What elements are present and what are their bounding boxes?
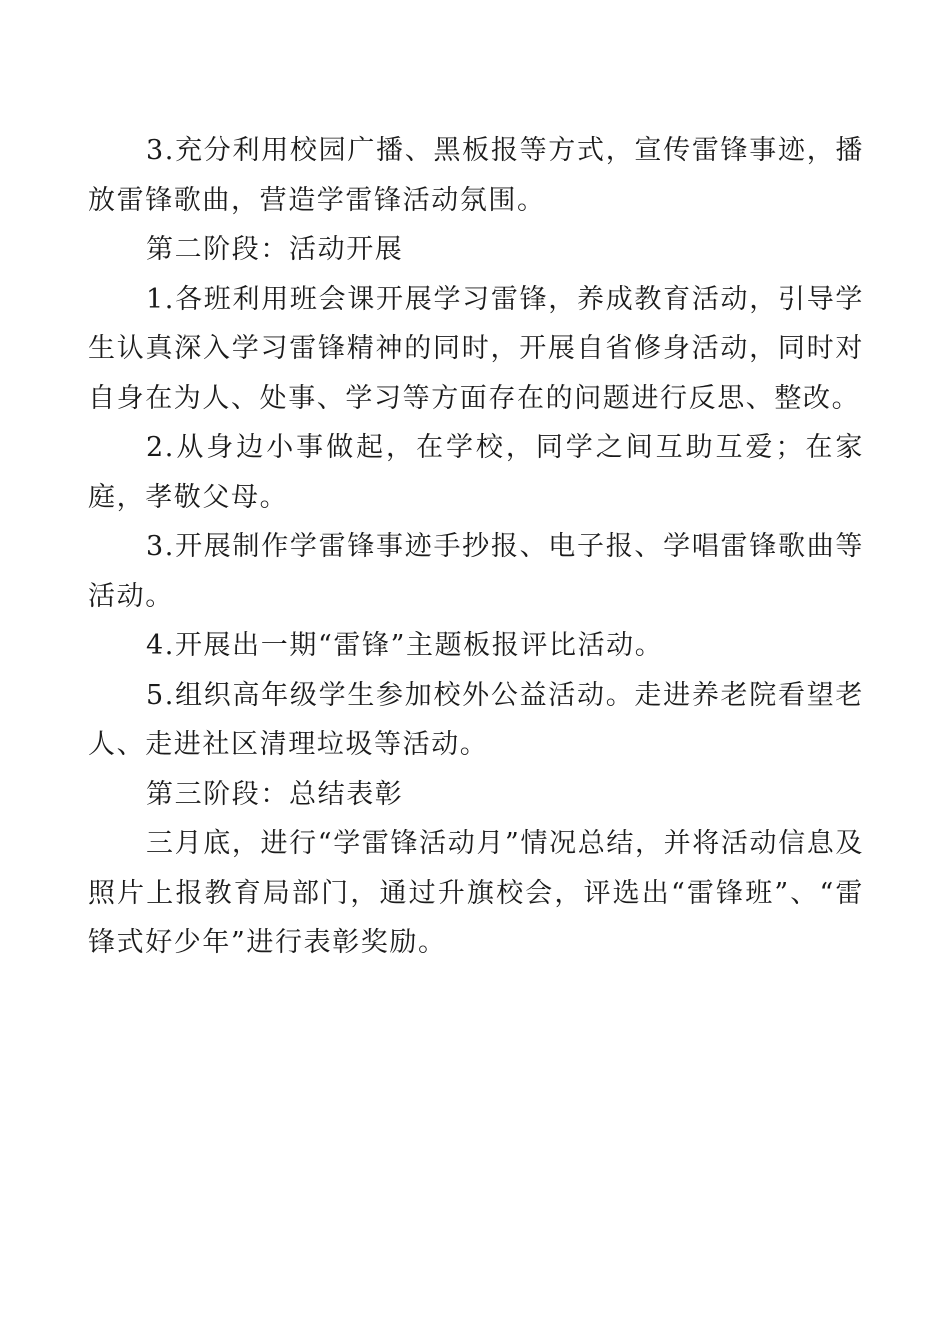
paragraph-publicity: 3.充分利用校园广播、黑板报等方式，宣传雷锋事迹，播放雷锋歌曲，营造学雷锋活动氛围。: [88, 135, 864, 216]
section-heading-stage-three: 第三阶段：总结表彰: [146, 778, 404, 810]
paragraph-public-welfare: 5.组织高年级学生参加校外公益活动。走进养老院看望老人、走进社区清理垃圾等活动。: [88, 679, 864, 760]
paragraph-handwritten-newspaper: 3.开展制作学雷锋事迹手抄报、电子报、学唱雷锋歌曲等活动。: [88, 531, 864, 612]
paragraph-blackboard-contest: 4.开展出一期“雷锋”主题板报评比活动。: [146, 630, 664, 661]
document-body: [88, 126, 864, 968]
paragraph-small-things: 2.从身边小事做起，在学校，同学之间互助互爱；在家庭，孝敬父母。: [88, 432, 864, 513]
paragraph-summary-commendation: 三月底，进行“学雷锋活动月”情况总结，并将活动信息及照片上报教育局部门，通过升旗校会，评选出“雷锋班”、“雷锋式好少年”进行表彰奖励。: [88, 828, 864, 958]
paragraph-class-meeting: 1.各班利用班会课开展学习雷锋，养成教育活动，引导学生认真深入学习雷锋精神的同时，开展自省修身活动，同时对自身在为人、处事、学习等方面存在的问题进行反思、整改。: [88, 283, 864, 414]
section-heading-stage-two: 第二阶段：活动开展: [146, 234, 404, 265]
